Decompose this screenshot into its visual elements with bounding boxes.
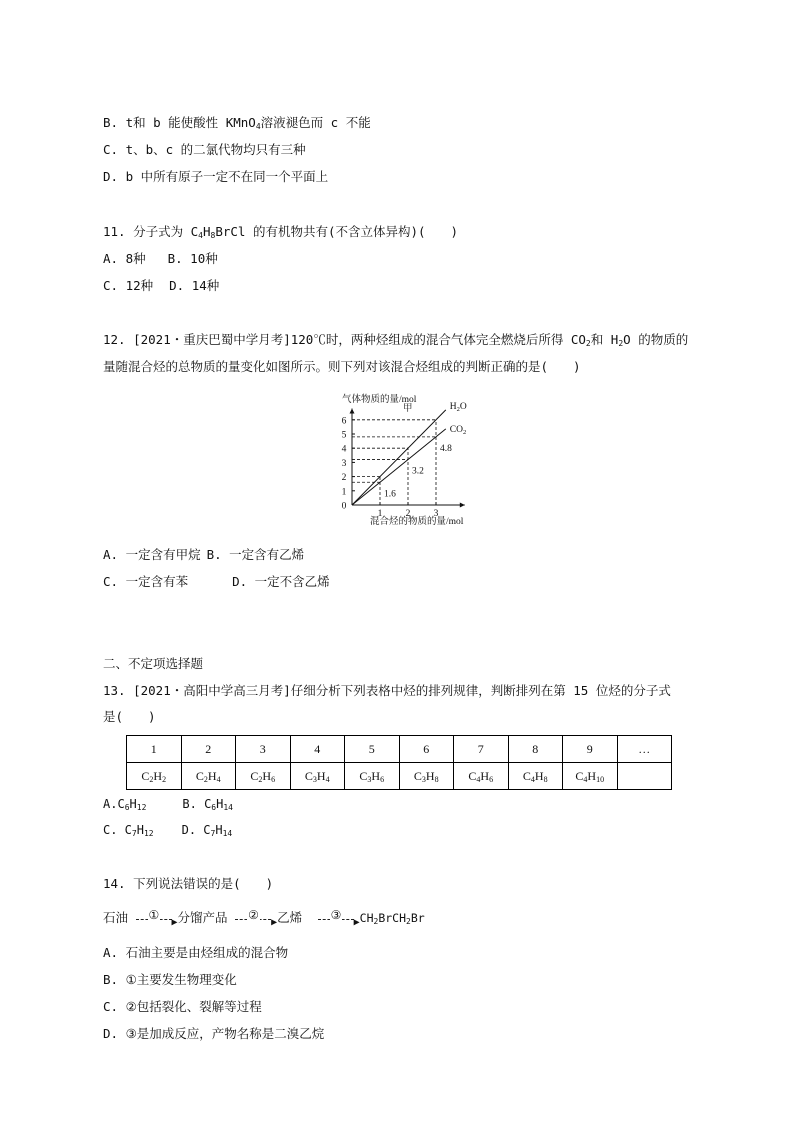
flow-arrow-3: ▶ ③ <box>318 909 360 927</box>
q11-option-c: C. 12种 <box>103 278 154 293</box>
formula-cell: $C_2H_6$ <box>236 763 291 790</box>
flow-mid-1: 分馏产品 <box>177 910 228 925</box>
chart-marks <box>352 402 467 505</box>
q11-option-b: B. 10种 <box>167 251 218 266</box>
q12-options-row1 <box>103 546 304 564</box>
table-cell: 3 <box>236 736 291 763</box>
x-tick-label: 3 <box>433 509 439 519</box>
y-tick-label: 1 <box>341 487 347 498</box>
q12-option-b: B. 一定含有乙烯 <box>206 547 305 562</box>
q14-option-a: A. 石油主要是由烃组成的混合物 <box>103 945 289 960</box>
table-cell: 9 <box>563 736 618 763</box>
flow-mid-2: 乙烯 <box>277 910 303 925</box>
formula-cell: $C_3H_4$ <box>290 763 345 790</box>
flow-arrow-1: ▶ ① <box>136 909 178 927</box>
table-cell: 8 <box>508 736 563 763</box>
q14-stem: 14. 下列说法错误的是( ) <box>103 876 274 891</box>
x-axis-arrow <box>460 503 465 508</box>
q11-option-d: D. 14种 <box>169 278 220 293</box>
q10-option-b: B. t和 b 能使酸性 KMnO$_4$溶液褪色而 c 不能 <box>103 115 371 131</box>
table-formula-row <box>127 763 672 790</box>
table-cell: 1 <box>127 736 182 763</box>
q13-stem-line2: 是( ) <box>103 709 156 724</box>
y-tick-label: 0 <box>341 501 347 512</box>
y-tick-label: 3 <box>341 458 347 469</box>
q12-stem-line2: 量随混合烃的总物质的量变化如图所示。则下列对该混合烃组成的判断正确的是( ) <box>103 359 581 374</box>
q11-options-row2 <box>103 277 219 295</box>
flow-start: 石油 <box>103 910 129 925</box>
q13-option-a: $A.C_6H_{12}$ <box>103 797 147 812</box>
y-tick-label: 6 <box>341 416 347 427</box>
table-cell: 2 <box>181 736 236 763</box>
y-tick-label: 2 <box>341 473 347 484</box>
chart-y-axis-label: 气体物质的量/mol <box>342 395 417 405</box>
series-label-CO2: $CO_2$ <box>449 424 467 436</box>
q12-option-d: D. 一定不含乙烯 <box>232 574 330 589</box>
q10-option-d: D. b 中所有原子一定不在同一个平面上 <box>103 169 329 184</box>
q13-options-row2 <box>103 821 232 843</box>
formula-cell: $C_4H_8$ <box>508 763 563 790</box>
q12-stem-line1: 12. [2021・重庆巴蜀中学月考]120℃时，两种烃组成的混合气体完全燃烧后所得 $CO_2$和 $H_2O$ 的物质的 <box>103 332 689 348</box>
y-axis-arrow <box>350 408 355 413</box>
formula-cell: $C_4H_6$ <box>454 763 509 790</box>
formula-cell: $C_2H_4$ <box>181 763 236 790</box>
formula-cell: $C_3H_6$ <box>345 763 400 790</box>
series-label-H2O: $H_2O$ <box>449 401 467 413</box>
q14-option-b: B. ①主要发生物理变化 <box>103 972 237 987</box>
q11-options-row1 <box>103 250 218 268</box>
q11-option-a: A. 8种 <box>103 251 146 266</box>
q12-option-c: C. 一定含有苯 <box>103 574 189 589</box>
q13-options-row1 <box>103 795 233 817</box>
data-label: 1.6 <box>384 489 396 500</box>
data-label: 4.8 <box>440 443 452 454</box>
q14-option-d: D. ③是加成反应，产物名称是二溴乙烷 <box>103 1026 325 1041</box>
flow-arrow-2: ▶ ② <box>235 909 277 927</box>
q14-flow <box>103 909 425 931</box>
gas-amount-chart <box>330 392 490 530</box>
formula-cell: $C_4H_{10}$ <box>563 763 618 790</box>
table-cell: 7 <box>454 736 509 763</box>
table-cell: 5 <box>345 736 400 763</box>
table-cell: … <box>617 736 672 763</box>
chart-x-axis-label: 混合烃的物质的量/mol <box>370 517 464 527</box>
data-label: 3.2 <box>412 466 424 477</box>
x-tick-label: 2 <box>405 509 411 519</box>
hydrocarbon-sequence-table <box>126 735 672 790</box>
q13-stem-line1: 13. [2021・高阳中学高三月考]仔细分析下列表格中烃的排列规律，判断排列在第 15 位烃的分子式 <box>103 683 671 698</box>
q11-stem: 11. 分子式为 $C_4H_8BrCl$ 的有机物共有(不含立体异构)( ) <box>103 224 459 240</box>
q14-option-c: C. ②包括裂化、裂解等过程 <box>103 999 262 1014</box>
formula-cell: $C_3H_8$ <box>399 763 454 790</box>
table-cell: 6 <box>399 736 454 763</box>
chart-jia-label: 甲 <box>403 404 413 414</box>
q13-option-b: B. $C_6H_{14}$ <box>182 797 233 812</box>
q13-option-d: D. $C_7H_{14}$ <box>181 823 233 838</box>
q13-option-c: C. $C_7H_{12}$ <box>103 823 154 838</box>
y-tick-label: 4 <box>341 444 347 455</box>
table-cell: 4 <box>290 736 345 763</box>
formula-cell <box>617 763 672 790</box>
q12-options-row2 <box>103 573 330 591</box>
table-header-row <box>127 736 672 763</box>
series-line-CO2 <box>352 429 446 505</box>
section-2-title: 二、不定项选择题 <box>103 656 204 671</box>
formula-cell: $C_2H_2$ <box>127 763 182 790</box>
flow-end: $CH_2BrCH_2Br$ <box>359 911 425 926</box>
q10-option-c: C. t、b、c 的二氯代物均只有三种 <box>103 142 306 157</box>
y-tick-label: 5 <box>341 430 347 441</box>
q12-option-a: A. 一定含有甲烷 <box>103 547 201 562</box>
x-tick-label: 1 <box>377 509 383 519</box>
series-line-H2O <box>352 410 446 505</box>
